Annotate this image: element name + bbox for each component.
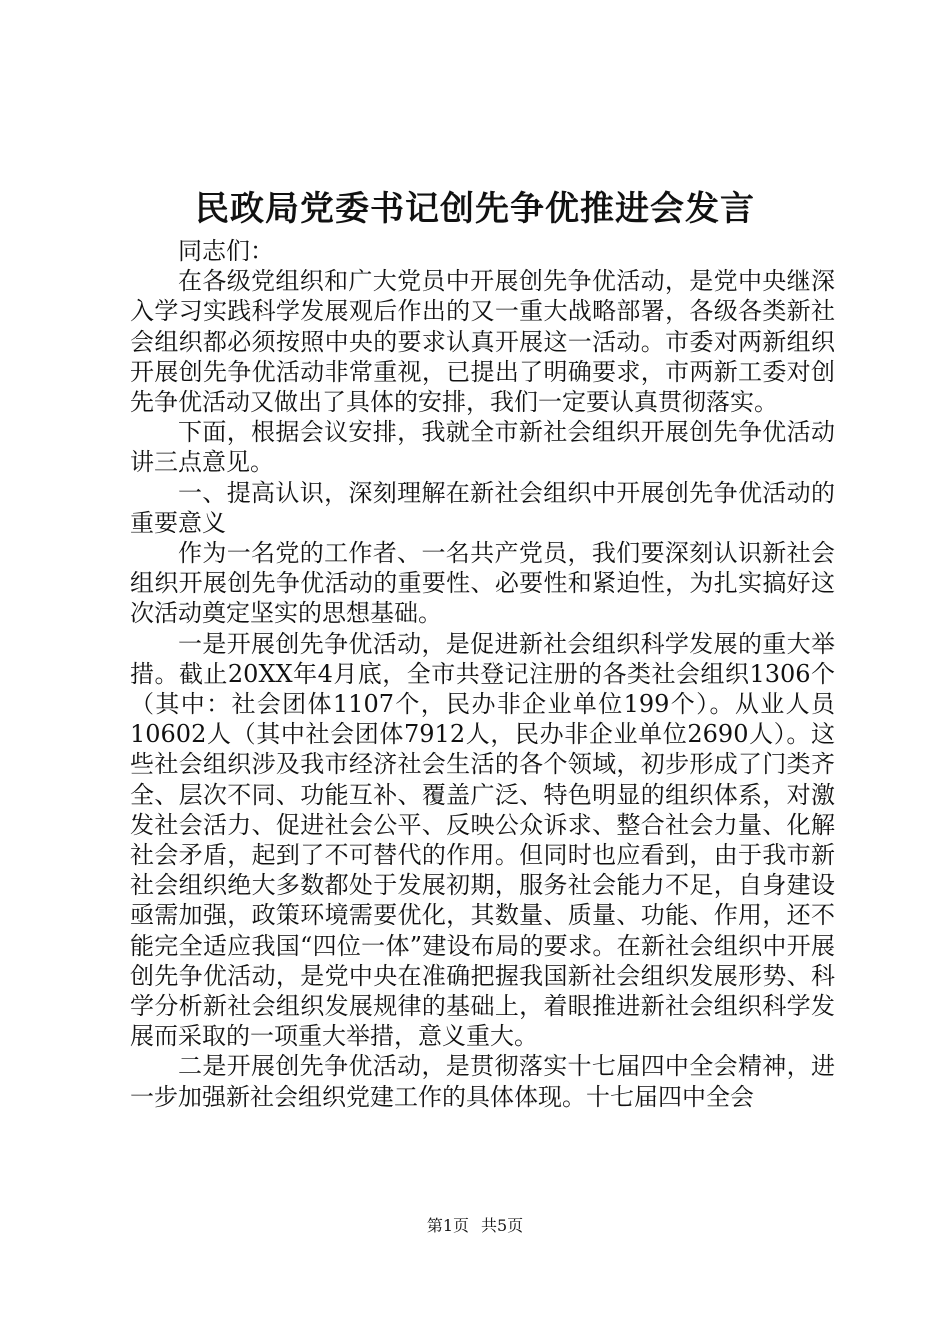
document-body <box>130 236 835 1112</box>
body-paragraph: 作为一名党的工作者、一名共产党员，我们要深刻认识新社会组织开展创先争优活动的重要性、必要性和紧迫性，为扎实搞好这次活动奠定坚实的思想基础。 <box>130 539 835 628</box>
page-footer <box>0 1214 950 1238</box>
document-title: 民政局党委书记创先争优推进会发言 <box>195 189 755 229</box>
body-paragraph: 下面，根据会议安排，我就全市新社会组织开展创先争优活动讲三点意见。 <box>130 418 835 477</box>
section-heading: 一、提高认识，深刻理解在新社会组织中开展创先争优活动的重要意义 <box>130 478 835 537</box>
body-paragraph: 在各级党组织和广大党员中开展创先争优活动，是党中央继深入学习实践科学发展观后作出的又一重大战略部署，各级各类新社会组织都必须按照中央的要求认真开展这一活动。市委对两新组织开展创先争优活动非常重视，已提出了明确要求，市两新工委对创先争优活动又做出了具体的安排，我们一定要认真贯彻落实。 <box>130 267 835 417</box>
body-paragraph: 二是开展创先争优活动，是贯彻落实十七届四中全会精神，进一步加强新社会组织党建工作的具体体现。十七届四中全会 <box>130 1052 835 1111</box>
page-total: 共5页 <box>481 1216 524 1235</box>
page-number: 第1页 <box>426 1216 469 1235</box>
salutation-paragraph: 同志们： <box>178 237 274 265</box>
body-paragraph: 一是开展创先争优活动，是促进新社会组织科学发展的重大举措。截止20XX年4月底，全市共登记注册的各类社会组织1306个（其中：社会团体1107个，民办非企业单位199个）。从业人员10602人（其中社会团体7912人，民办非企业单位2690人）。这些社会组织涉及我市经济社会生活的各个领域，初步形成了门类齐全、层次不同、功能互补、覆盖广泛、特色明显的组织体系，对激发社会活力、促进社会公平、反映公众诉求、整合社会力量、化解社会矛盾，起到了不可替代的作用。但同时也应看到，由于我市新社会组织绝大多数都处于发展初期，服务社会能力不足，自身建设亟需加强，政策环境需要优化，其数量、质量、功能、作用，还不能完全适应我国“四位一体”建设布局的要求。在新社会组织中开展创先争优活动，是党中央在准确把握我国新社会组织发展形势、科学分析新社会组织发展规律的基础上，着眼推进新社会组织科学发展而采取的一项重大举措，意义重大。 <box>130 629 835 1051</box>
